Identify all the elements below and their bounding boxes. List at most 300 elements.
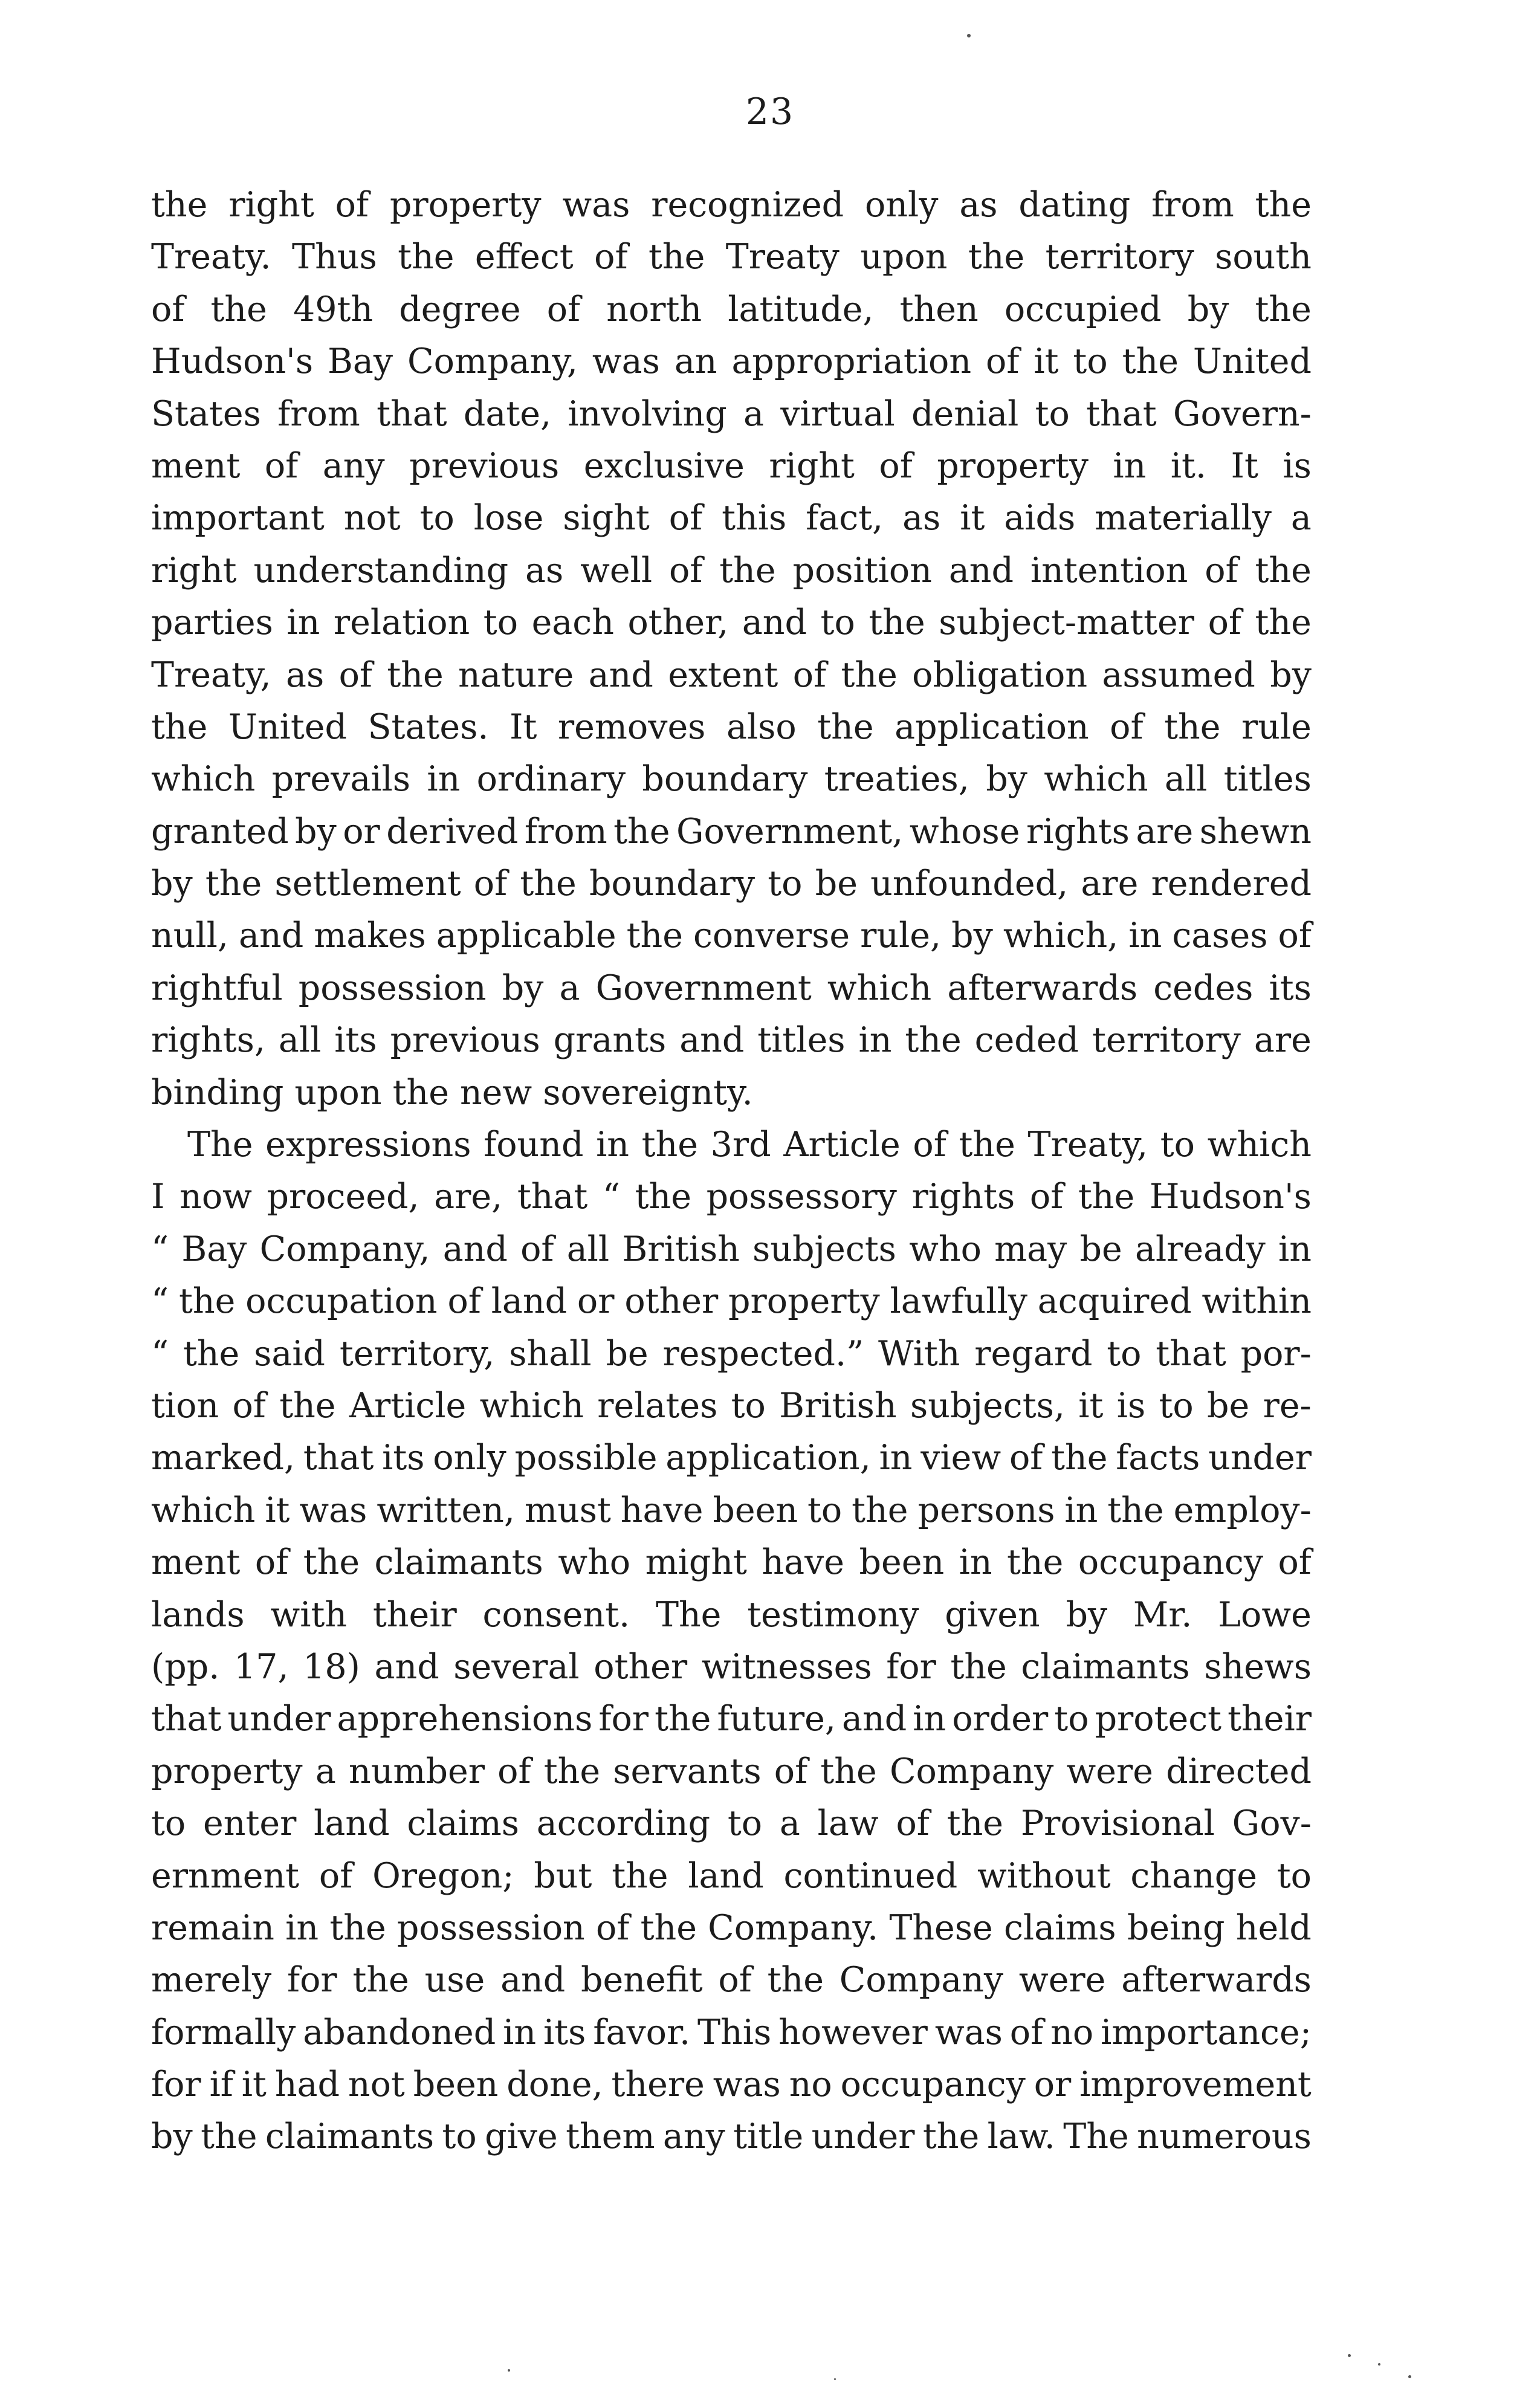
word: The	[655, 1594, 722, 1635]
word: Mr.	[1133, 1594, 1192, 1635]
page-number: 23	[745, 91, 795, 133]
text-line	[151, 2007, 1312, 2059]
word: important	[151, 498, 325, 538]
word: claimants	[374, 1542, 543, 1583]
word: Company	[839, 1960, 1004, 2000]
word: understanding	[253, 550, 509, 590]
word: of	[497, 1751, 531, 1791]
word: the	[641, 1125, 699, 1165]
word: there	[611, 2065, 705, 2105]
word: Article	[783, 1125, 901, 1165]
word: no	[1050, 2012, 1094, 2052]
word: were	[1066, 1751, 1154, 1791]
word: tion	[151, 1385, 219, 1426]
word: virtual	[780, 393, 895, 434]
word: subject-matter	[939, 603, 1195, 643]
word: this	[722, 498, 787, 538]
word: the	[648, 237, 705, 277]
scan-speck	[1378, 2363, 1380, 2366]
word: Gov-	[1232, 1803, 1312, 1844]
word: ceded	[974, 1020, 1079, 1061]
word: was	[713, 2065, 781, 2105]
word: lawfully	[890, 1281, 1027, 1322]
word: its	[382, 1438, 425, 1478]
word: might	[645, 1542, 747, 1583]
word: several	[453, 1646, 580, 1687]
word: subjects,	[910, 1385, 1065, 1426]
word: “	[151, 1281, 169, 1322]
text-line	[151, 1171, 1312, 1223]
word: of	[338, 655, 372, 695]
word: the	[841, 655, 898, 695]
word: It	[1231, 445, 1258, 486]
word: facts	[1116, 1438, 1200, 1478]
word: exclusive	[583, 445, 745, 486]
word: which	[151, 759, 256, 800]
text-line	[151, 1745, 1312, 1797]
word: subjects	[752, 1229, 896, 1269]
word: of	[1205, 550, 1238, 590]
word: shewn	[1199, 811, 1312, 852]
word: latitude,	[728, 289, 874, 329]
word: Company,	[259, 1229, 430, 1269]
word: sovereignty.	[543, 1072, 753, 1113]
word: the	[959, 1125, 1015, 1165]
text-line	[151, 910, 1312, 962]
word: with	[270, 1594, 348, 1635]
word: Company	[889, 1751, 1054, 1791]
word: cases	[1172, 916, 1268, 956]
word: not	[348, 2065, 405, 2105]
word: for	[598, 1699, 649, 1739]
word: in	[879, 1438, 913, 1478]
word: the	[543, 1751, 601, 1791]
word: boundary	[589, 864, 755, 904]
word: re-	[1263, 1385, 1312, 1426]
word: previous	[409, 445, 560, 486]
word: of	[264, 445, 299, 486]
word: any	[322, 445, 385, 486]
word: of	[792, 655, 827, 695]
word: aids	[1004, 498, 1076, 538]
text-line	[151, 1119, 1312, 1171]
scan-speck	[834, 2378, 836, 2380]
word: may	[994, 1229, 1067, 1269]
word: of	[1009, 2012, 1044, 2052]
word: importance;	[1101, 2012, 1312, 2052]
word: occupied	[1004, 289, 1162, 329]
word: other,	[627, 603, 729, 643]
word: grants	[553, 1020, 667, 1061]
word: a	[315, 1751, 336, 1791]
word: British	[779, 1385, 897, 1426]
word: directed	[1166, 1751, 1312, 1791]
word: law	[817, 1803, 879, 1844]
word: Oregon;	[372, 1855, 514, 1896]
word: if	[209, 2065, 233, 2105]
word: the	[719, 550, 776, 590]
word: parties	[151, 603, 273, 643]
word: that	[1086, 393, 1157, 434]
text-line	[151, 1484, 1312, 1536]
word: the	[817, 707, 874, 747]
word: apprehensions	[337, 1699, 593, 1739]
word: to	[1054, 1699, 1089, 1739]
word: Hudson's	[151, 341, 314, 382]
word: as	[902, 498, 941, 538]
word: and	[374, 1646, 439, 1687]
word: and	[679, 1020, 745, 1061]
text-line	[151, 753, 1312, 805]
word: in	[427, 759, 461, 800]
word: upon	[860, 237, 948, 277]
word: being	[1127, 1907, 1225, 1948]
word: which,	[1003, 916, 1119, 956]
word: have	[762, 1542, 845, 1583]
word: found	[484, 1125, 584, 1165]
word: also	[726, 707, 797, 747]
text-line	[151, 545, 1312, 597]
word: land	[314, 1803, 390, 1844]
word: of	[668, 550, 703, 590]
word: binding	[151, 1072, 284, 1113]
word: testimony	[747, 1594, 919, 1635]
word: remain	[151, 1907, 274, 1948]
word: persons	[917, 1490, 1055, 1530]
word: in	[1128, 916, 1162, 956]
word: ordinary	[476, 759, 626, 800]
word: the	[183, 1333, 240, 1374]
word: the	[1255, 185, 1312, 225]
word: ment	[151, 445, 241, 486]
word: are	[1136, 811, 1194, 852]
word: be	[1079, 1229, 1122, 1269]
word: to	[1035, 393, 1070, 434]
word: the	[279, 1385, 336, 1426]
word: the	[1078, 1177, 1135, 1217]
word: whose	[909, 811, 1020, 852]
word: proceed,	[267, 1177, 419, 1217]
word: of	[774, 1751, 808, 1791]
word: rights	[1026, 811, 1130, 852]
word: “	[151, 1229, 169, 1269]
word: the	[1164, 707, 1221, 747]
word: and	[239, 916, 304, 956]
word: is	[1283, 445, 1312, 486]
word: Bay	[328, 341, 393, 382]
word: the	[303, 1542, 360, 1583]
word: unfounded,	[870, 864, 1069, 904]
word: to	[1107, 1333, 1142, 1374]
text-line	[151, 1275, 1312, 1327]
word: Treaty,	[151, 655, 271, 695]
word: the	[852, 1490, 908, 1530]
word: Provisional	[1020, 1803, 1215, 1844]
word: regard	[974, 1333, 1093, 1374]
word: Company,	[407, 341, 578, 382]
word: are	[1081, 864, 1139, 904]
word: rendered	[1151, 864, 1312, 904]
word: that	[517, 1177, 588, 1217]
word: recognized	[651, 185, 844, 225]
text-line	[151, 492, 1312, 544]
word: other	[624, 1281, 719, 1322]
word: to	[442, 2117, 477, 2157]
word: applicable	[436, 916, 616, 956]
word: that	[1156, 1333, 1226, 1374]
word: denial	[911, 393, 1019, 434]
word: the	[905, 1020, 962, 1061]
word: been	[859, 1542, 945, 1583]
word: of	[595, 1907, 630, 1948]
word: rightful	[151, 968, 283, 1008]
word: an	[674, 341, 717, 382]
word: treaties,	[824, 759, 969, 800]
word: was	[934, 2012, 1003, 2052]
word: under	[1208, 1438, 1312, 1478]
word: by	[1270, 655, 1312, 695]
word: the	[626, 916, 683, 956]
text-line	[151, 1954, 1312, 2006]
word: be	[815, 864, 858, 904]
word: The	[1063, 2117, 1129, 2157]
word: property	[151, 1751, 303, 1791]
text-line	[151, 1641, 1312, 1693]
word: are	[1254, 1020, 1312, 1061]
word: shews	[1204, 1646, 1312, 1687]
word: Article	[349, 1385, 467, 1426]
word: (pp.	[151, 1646, 220, 1687]
word: give	[485, 2117, 558, 2157]
word: the	[922, 2117, 980, 2157]
word: Government,	[676, 811, 904, 852]
word: possible	[514, 1438, 658, 1478]
word: be	[1207, 1385, 1250, 1426]
word: to	[731, 1385, 766, 1426]
word: the	[520, 864, 577, 904]
word: was	[562, 185, 630, 225]
text-line	[151, 440, 1312, 492]
word: assumed	[1102, 655, 1255, 695]
word: had	[274, 2065, 340, 2105]
word: numerous	[1137, 2117, 1312, 2157]
text-line	[151, 1328, 1312, 1380]
word: With	[878, 1333, 960, 1374]
word: Company.	[708, 1907, 879, 1948]
word: possession	[298, 968, 487, 1008]
word: Bay	[181, 1229, 247, 1269]
word: protect	[1095, 1699, 1222, 1739]
word: 18)	[303, 1646, 360, 1687]
word: titles	[1223, 759, 1312, 800]
word: to	[1073, 341, 1108, 382]
word: by	[951, 916, 993, 956]
word: territory,	[339, 1333, 495, 1374]
text-line	[151, 231, 1312, 283]
word: possessory	[706, 1177, 897, 1217]
word: servants	[613, 1751, 762, 1791]
word: have	[620, 1490, 704, 1530]
word: of	[879, 445, 913, 486]
word: derived	[386, 811, 519, 852]
word: or	[1034, 2065, 1072, 2105]
word: employ-	[1173, 1490, 1312, 1530]
word: intention	[1030, 550, 1188, 590]
body-text	[151, 179, 1312, 2163]
word: the	[151, 707, 208, 747]
word: without	[977, 1855, 1111, 1896]
word: from	[524, 811, 607, 852]
word: of	[546, 289, 581, 329]
word: of	[520, 1229, 554, 1269]
word: was	[592, 341, 660, 382]
word: claimants	[1021, 1646, 1190, 1687]
word: right	[228, 185, 314, 225]
word: cedes	[1153, 968, 1254, 1008]
word: to	[419, 498, 455, 538]
word: for	[886, 1646, 936, 1687]
text-line	[151, 649, 1312, 701]
word: the	[151, 185, 208, 225]
word: removes	[557, 707, 706, 747]
word: the	[392, 1072, 449, 1113]
word: afterwards	[1121, 1960, 1312, 2000]
word: States	[151, 393, 261, 434]
word: claimants	[265, 2117, 435, 2157]
word: done,	[506, 2065, 603, 2105]
word: rule,	[860, 916, 942, 956]
text-line	[151, 1380, 1312, 1432]
text-line	[151, 179, 1312, 231]
word: of	[447, 1281, 481, 1322]
word: the	[352, 1960, 409, 2000]
word: which	[479, 1385, 584, 1426]
word: by	[986, 759, 1027, 800]
word: use	[424, 1960, 485, 2000]
word: now	[180, 1177, 252, 1217]
word: any	[662, 2117, 725, 2157]
word: their	[372, 1594, 457, 1635]
word: the	[1255, 550, 1312, 590]
word: lose	[473, 498, 544, 538]
word: the	[178, 1281, 236, 1322]
word: formally	[151, 2012, 296, 2052]
word: under	[227, 1699, 331, 1739]
scan-speck	[1348, 2354, 1351, 2357]
word: no	[789, 2065, 832, 2105]
word: rights,	[151, 1020, 265, 1061]
word: or	[577, 1281, 615, 1322]
word: each	[531, 603, 614, 643]
word: a	[1290, 498, 1312, 538]
word: Treaty	[725, 237, 840, 277]
word: their	[1228, 1699, 1312, 1739]
word: by	[295, 811, 337, 852]
word: to	[1160, 1125, 1195, 1165]
word: a	[743, 393, 764, 434]
word: land	[688, 1855, 764, 1896]
word: land	[491, 1281, 568, 1322]
word: It	[509, 707, 537, 747]
word: This	[697, 2012, 772, 2052]
word: in	[959, 1542, 992, 1583]
word: application,	[665, 1438, 871, 1478]
word: the	[205, 864, 262, 904]
text-line	[151, 1067, 1312, 1119]
word: only	[865, 185, 939, 225]
word: it.	[1170, 445, 1207, 486]
word: all	[278, 1020, 322, 1061]
word: relates	[597, 1385, 718, 1426]
word: its	[543, 2012, 586, 2052]
word: other	[594, 1646, 688, 1687]
word: Thus	[292, 237, 377, 277]
word: the	[201, 2117, 257, 2157]
word: right	[151, 550, 237, 590]
text-line	[151, 2059, 1312, 2110]
word: improvement	[1079, 2065, 1312, 2105]
word: of	[913, 1125, 946, 1165]
word: of	[335, 185, 369, 225]
word: occupancy	[1078, 1542, 1264, 1583]
word: por-	[1240, 1333, 1312, 1374]
word: in	[503, 2012, 537, 2052]
word: of	[151, 289, 185, 329]
word: of	[1278, 916, 1312, 956]
text-line	[151, 2110, 1312, 2162]
word: well	[580, 550, 653, 590]
word: in	[1113, 445, 1147, 486]
word: occupancy	[840, 2065, 1026, 2105]
word: to	[807, 1490, 843, 1530]
word: of	[1208, 603, 1241, 643]
text-line	[151, 1223, 1312, 1275]
word: degree	[399, 289, 521, 329]
word: as	[285, 655, 325, 695]
word: position	[792, 550, 932, 590]
word: said	[254, 1333, 326, 1374]
word: property	[937, 445, 1089, 486]
word: British	[622, 1229, 740, 1269]
text-line	[151, 1693, 1312, 1745]
word: for	[286, 1960, 337, 2000]
word: and	[442, 1229, 508, 1269]
word: to	[1159, 1385, 1194, 1426]
word: the	[1255, 603, 1312, 643]
word: it	[265, 1490, 290, 1530]
word: of	[1029, 1177, 1064, 1217]
word: the	[398, 237, 455, 277]
word: the	[869, 603, 925, 643]
word: shall	[509, 1333, 592, 1374]
word: 3rd	[710, 1125, 771, 1165]
word: application	[895, 707, 1089, 747]
word: benefit	[581, 1960, 703, 2000]
word: been	[413, 2065, 499, 2105]
text-line	[151, 1797, 1312, 1849]
word: Government	[595, 968, 812, 1008]
word: continued	[783, 1855, 958, 1896]
word: written,	[377, 1490, 515, 1530]
word: however	[778, 2012, 928, 2052]
word: nature	[458, 655, 574, 695]
word: be	[606, 1333, 649, 1374]
word: number	[349, 1751, 485, 1791]
word: date,	[463, 393, 552, 434]
word: then	[899, 289, 979, 329]
text-line	[151, 388, 1312, 440]
word: Lowe	[1218, 1594, 1312, 1635]
